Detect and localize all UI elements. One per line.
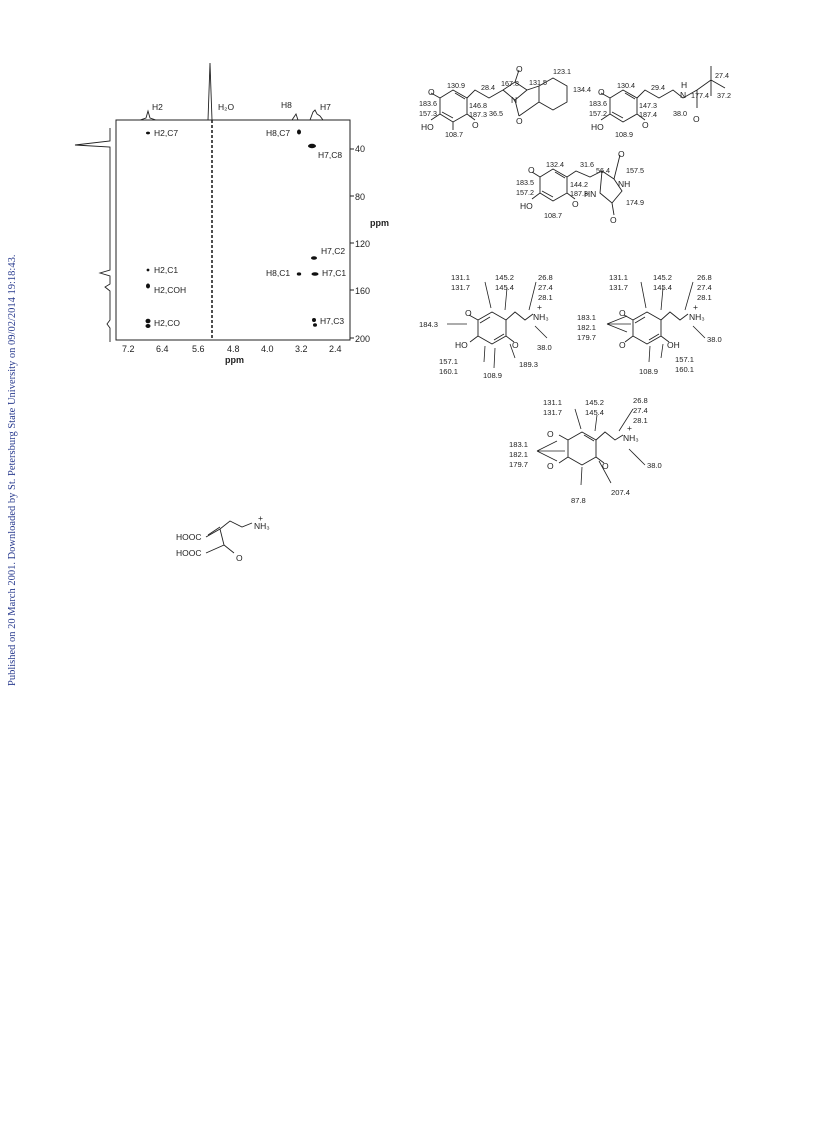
- cross-peak-h8-c1: H8,C1: [266, 268, 291, 278]
- s6-shift-145-2: 145.2: [585, 398, 605, 407]
- s2-atom-ho: HO: [591, 122, 604, 132]
- s5-shift-182-1: 182.1: [577, 323, 597, 332]
- s4-shift-28-1: 28.1: [538, 293, 553, 302]
- s6-shift-183-1: 183.1: [509, 440, 529, 449]
- s2-shift-177-4: 177.4: [691, 91, 709, 100]
- s5-shift-145-4: 145.4: [653, 283, 673, 292]
- s2-atom-o2: O: [642, 120, 649, 130]
- s2-shift-187-4: 187.4: [639, 110, 657, 119]
- s5-shift-157-1: 157.1: [675, 355, 695, 364]
- s3-atom-ho: HO: [520, 201, 533, 211]
- s6-atom-o3: O: [602, 461, 609, 471]
- s6-shift-38-0: 38.0: [647, 461, 662, 470]
- s5-shift-131-7: 131.7: [609, 283, 629, 292]
- publication-note-text: Published on 20 March 2001. Downloaded by St. Petersburg State University on 09/02/2014 19:18:43.: [7, 254, 18, 686]
- s6-shift-131-1: 131.1: [543, 398, 563, 407]
- s6-shift-27-4: 27.4: [633, 406, 648, 415]
- s5-atom-oh: OH: [667, 340, 680, 350]
- s5-shift-131-1: 131.1: [609, 273, 629, 282]
- peak-label-h8: H8: [281, 100, 292, 110]
- cross-peak-h7-c2: H7,C2: [321, 246, 346, 256]
- x-tick-7-2: 7.2: [122, 344, 135, 354]
- s5-atom-o1: O: [619, 308, 626, 318]
- s4-shift-184-3: 184.3: [419, 320, 439, 329]
- s1-shift-157-3: 157.3: [419, 109, 437, 118]
- cross-peak-dots: [146, 130, 319, 329]
- x-tick-6-4: 6.4: [156, 344, 169, 354]
- s2-atom-h: H: [681, 80, 688, 90]
- s2-atom-n: N: [680, 90, 687, 100]
- s1-shift-146-8: 146.8: [469, 101, 487, 110]
- hmbc-spectrum: [70, 58, 400, 368]
- s3-shift-56-4: 56.4: [596, 166, 610, 175]
- cross-peak-h8-c7: H8,C7: [266, 128, 291, 138]
- s3-atom-o3: O: [572, 199, 579, 209]
- s4-shift-131-7: 131.7: [451, 283, 471, 292]
- y-tick-80: 80: [355, 192, 366, 202]
- s3-atom-o1: O: [528, 165, 535, 175]
- s4-shift-160-1: 160.1: [439, 367, 459, 376]
- s2-atom-o1: O: [598, 87, 605, 97]
- s2-shift-130-4: 130.4: [617, 81, 635, 90]
- s5-shift-179-7: 179.7: [577, 333, 597, 342]
- s5-shift-38-0: 38.0: [707, 335, 722, 344]
- structure-5: [575, 268, 735, 383]
- s2-shift-38-0: 38.0: [673, 109, 687, 118]
- cross-peak-h7-c3: H7,C3: [320, 316, 345, 326]
- s4-shift-27-4: 27.4: [538, 283, 553, 292]
- s3-shift-31-6: 31.6: [580, 160, 594, 169]
- s2-shift-108-9: 108.9: [615, 130, 633, 139]
- s3-atom-o2: O: [618, 149, 625, 159]
- cross-peak-h7-c8: H7,C8: [318, 150, 343, 160]
- s3-shift-187-3: 187.3: [570, 189, 588, 198]
- x-axis-title: ppm: [225, 355, 244, 365]
- s6-shift-179-7: 179.7: [509, 460, 529, 469]
- s6-shift-87-8: 87.8: [571, 496, 586, 505]
- s6-shift-26-8: 26.8: [633, 396, 648, 405]
- s4-shift-145-2: 145.2: [495, 273, 515, 282]
- s1-atom-ho: HO: [421, 122, 434, 132]
- cross-peak-h2-coh: H2,COH: [154, 285, 187, 295]
- s6-shift-145-4: 145.4: [585, 408, 605, 417]
- s1-shift-187-3: 187.3: [469, 110, 487, 119]
- peak-label-h2: H2: [152, 102, 163, 112]
- s3-shift-174-9: 174.9: [626, 198, 644, 207]
- structure-4: [415, 268, 575, 383]
- s4-shift-38-0: 38.0: [537, 343, 552, 352]
- s3-atom-hn: HN: [584, 189, 597, 199]
- s7-atom-nh3: NH₃: [254, 521, 270, 531]
- s1-shift-167-8: 167.8: [501, 79, 519, 88]
- s4-shift-26-8: 26.8: [538, 273, 553, 282]
- s4-atom-o2: O: [512, 340, 519, 350]
- s1-atom-o2: O: [516, 64, 523, 74]
- s6-atom-nh3: NH₃: [623, 433, 639, 443]
- x-tick-4-0: 4.0: [261, 344, 274, 354]
- s5-shift-145-2: 145.2: [653, 273, 673, 282]
- s4-atom-nh3: NH₃: [533, 312, 549, 322]
- y-tick-40: 40: [355, 144, 366, 154]
- s1-atom-o4: O: [472, 120, 479, 130]
- s5-shift-27-4: 27.4: [697, 283, 712, 292]
- s5-atom-charge: +: [693, 302, 698, 312]
- s3-shift-183-5: 183.5: [516, 178, 534, 187]
- x-tick-5-6: 5.6: [192, 344, 205, 354]
- s3-atom-nh1: NH: [618, 179, 631, 189]
- s6-shift-28-1: 28.1: [633, 416, 648, 425]
- x-tick-2-4: 2.4: [329, 344, 342, 354]
- s1-shift-36-5: 36.5: [489, 109, 503, 118]
- cross-peak-h7-c1: H7,C1: [322, 268, 347, 278]
- s4-shift-131-1: 131.1: [451, 273, 471, 282]
- s7-atom-o: O: [236, 553, 243, 563]
- s6-shift-207-4: 207.4: [611, 488, 631, 497]
- s3-shift-144-2: 144.2: [570, 180, 588, 189]
- cross-peak-h2-c1: H2,C1: [154, 265, 179, 275]
- s4-shift-108-9: 108.9: [483, 371, 503, 380]
- s5-shift-108-9: 108.9: [639, 367, 659, 376]
- s5-atom-nh3: NH₃: [689, 312, 705, 322]
- s5-atom-o2: O: [619, 340, 626, 350]
- s2-shift-27-4: 27.4: [715, 71, 729, 80]
- cross-peak-h2-c7: H2,C7: [154, 128, 179, 138]
- s5-shift-160-1: 160.1: [675, 365, 695, 374]
- s2-shift-183-6: 183.6: [589, 99, 607, 108]
- s4-shift-145-4: 145.4: [495, 283, 515, 292]
- s4-atom-ho: HO: [455, 340, 468, 350]
- structure-6: [505, 395, 675, 510]
- s3-atom-o4: O: [610, 215, 617, 225]
- y-tick-160: 160: [355, 286, 371, 296]
- s7-atom-hooc2: HOOC: [176, 548, 202, 558]
- s4-shift-157-1: 157.1: [439, 357, 459, 366]
- y-tick-120: 120: [355, 239, 371, 249]
- s6-atom-charge: +: [627, 423, 632, 433]
- s7-atom-hooc1: HOOC: [176, 532, 202, 542]
- s2-atom-o3: O: [693, 114, 700, 124]
- s1-shift-108-7: 108.7: [445, 130, 463, 139]
- peak-label-h2o: H₂O: [218, 102, 235, 112]
- s6-shift-182-1: 182.1: [509, 450, 529, 459]
- s6-atom-o1: O: [547, 429, 554, 439]
- y-tick-200: 200: [355, 334, 371, 344]
- s2-shift-29-4: 29.4: [651, 83, 665, 92]
- y-axis-title: ppm: [370, 218, 389, 228]
- s2-shift-37-2: 37.2: [717, 91, 731, 100]
- s5-shift-183-1: 183.1: [577, 313, 597, 322]
- structure-7: [172, 515, 302, 570]
- spectrum-frame: [116, 120, 350, 340]
- s6-atom-o2: O: [547, 461, 554, 471]
- s5-shift-26-8: 26.8: [697, 273, 712, 282]
- s2-shift-157-2: 157.2: [589, 109, 607, 118]
- x-tick-3-2: 3.2: [295, 344, 308, 354]
- structure-2: [585, 60, 735, 145]
- s1-shift-134-4: 134.4: [573, 85, 591, 94]
- structure-3: [510, 145, 670, 225]
- cross-peak-h2-co: H2,CO: [154, 318, 180, 328]
- s4-atom-charge: +: [537, 302, 542, 312]
- s3-shift-132-4: 132.4: [546, 160, 564, 169]
- s1-shift-28-4: 28.4: [481, 83, 495, 92]
- s1-shift-183-6: 183.6: [419, 99, 437, 108]
- x-tick-4-8: 4.8: [227, 344, 240, 354]
- s3-shift-157-5: 157.5: [626, 166, 644, 175]
- s1-atom-o1: O: [428, 87, 435, 97]
- s6-shift-131-7: 131.7: [543, 408, 563, 417]
- s1-shift-123-1: 123.1: [553, 67, 571, 76]
- s7-atom-charge: +: [258, 515, 263, 523]
- s3-shift-108-7: 108.7: [544, 211, 562, 220]
- s3-shift-157-2: 157.2: [516, 188, 534, 197]
- s4-shift-189-3: 189.3: [519, 360, 539, 369]
- s1-shift-131-5: 131.5: [529, 78, 547, 87]
- s5-shift-28-1: 28.1: [697, 293, 712, 302]
- s1-shift-130-9: 130.9: [447, 81, 465, 90]
- s4-atom-o1: O: [465, 308, 472, 318]
- s2-shift-147-3: 147.3: [639, 101, 657, 110]
- s1-atom-o3: O: [516, 116, 523, 126]
- s1-atom-n: N: [511, 95, 518, 105]
- structure-1: [415, 60, 605, 145]
- peak-label-h7: H7: [320, 102, 331, 112]
